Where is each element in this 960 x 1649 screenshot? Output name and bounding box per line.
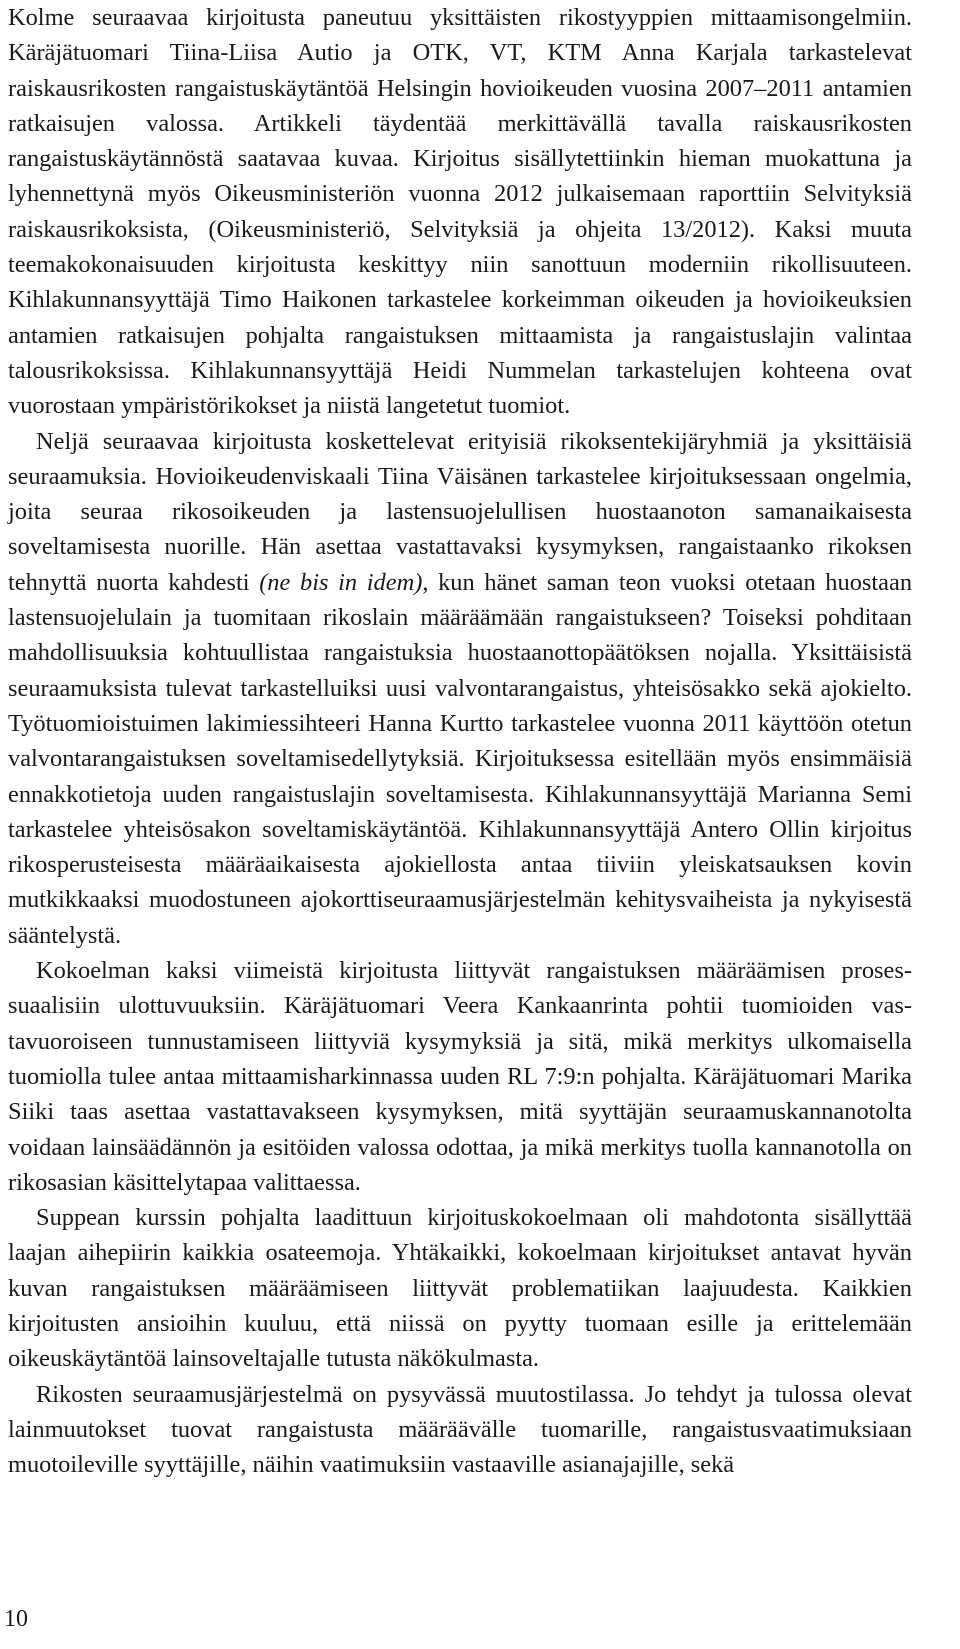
paragraph-3	[8, 953, 912, 1200]
paragraph-1-text: Kolme seuraavaa kirjoitusta paneutuu yksittäisten rikostyyppien mittaamisongelmiin. Käräjätuomari Tiina-Liisa Autio ja OTK, VT, KTM Anna Karjala tarkastelevat raiskausrikosten rangaistuskäytäntöä Helsingin hovioikeuden vuosina 2007–2011 antamien ratkaisujen valossa. Artikkeli täydentää merkittävällä tavalla raiskausrikosten rangaistuskäytännöstä saatavaa kuvaa. Kirjoitus sisällytettiinkin hieman muokattuna ja lyhennettynä myös Oikeusministeriön vuonna 2012 julkaisemaan raporttiin Selvityksiä raiskausrikoksista, (Oikeusministeriö, Selvityksiä ja ohjeita 13/2012). Kaksi muuta teemakokonaisuuden kirjoitusta keskittyy niin sanottuun moderniin rikollisuuteen. Kihlakunnansyyttäjä Timo Haikonen tarkastelee korkeimman oikeuden ja hovioikeuksien antamien ratkaisujen pohjalta rangaistuksen mittaamista ja rangaistuslajin valintaa talousrikoksissa. Kihlakunnansyyttäjä Heidi Nummelan tarkastelujen kohteena ovat vuorostaan ympäristörikokset ja niistä langetetut tuomiot.	[8, 4, 912, 420]
paragraph-5-text: Rikosten seuraamusjärjestelmä on pysyvässä muutostilassa. Jo tehdyt ja tulossa olevat lainmuutokset tuovat rangaistusta määräävälle tuomarille, rangaistusvaatimuksiaan muotoileville syyttäjille, näihin vaatimuksiin vastaaville asianajajille, sekä	[8, 1380, 912, 1479]
paragraph-4	[8, 1200, 912, 1376]
paragraph-1	[8, 0, 912, 424]
paragraph-2-text-a: Neljä seuraavaa kirjoitusta koskettelevat erityisiä rikoksentekijäryhmiä ja yksittäisiä seuraamuksia. Hovioikeudenviskaali Tiina Väisänen tarkastelee kirjoituksessaan ongelmia, joita seuraa rikosoikeuden ja lastensuojelullisen huostaanoton samanaikaisesta soveltamisesta nuorille. Hän asettaa vastattavaksi kysymyksen, rangaistaanko rikoksen tehnyttä nuorta kahdesti	[8, 427, 912, 596]
page-number: 10	[4, 1606, 28, 1632]
paragraph-2-latin-phrase: (ne bis in idem)	[259, 568, 423, 596]
paragraph-3-text: Kokoelman kaksi viimeistä kirjoitusta liittyvät rangaistuksen määräämisen prosessuaalisiin ulottuvuuksiin. Käräjätuomari Veera Kankaanrinta pohtii tuomioiden vastavuoroiseen tunnustamiseen liittyviä kysymyksiä ja sitä, mikä merkitys ulkomaisella tuomiolla tulee antaa mittaamisharkinnassa uuden RL 7:9:n pohjalta. Käräjätuomari Marika Siiki taas asettaa vastattavakseen kysymyksen, mitä syyttäjän seuraamuskannanotolta voidaan lainsäädännön ja esitöiden valossa odottaa, ja mikä merkitys tuolla kannanotolla on rikosasian käsittelytapaa valittaessa.	[8, 957, 912, 1196]
document-body	[8, 0, 912, 1482]
paragraph-5	[8, 1377, 912, 1483]
paragraph-4-text: Suppean kurssin pohjalta laadittuun kirjoituskokoelmaan oli mahdotonta sisällyttää laajan aihepiirin kaikkia osateemoja. Yhtäkaikki, kokoelmaan kirjoitukset antavat hyvän kuvan rangaistuksen määräämiseen liittyvät problematiikan laajuudesta. Kaikkien kirjoitusten ansioihin kuuluu, että niissä on pyytty tuomaan esille ja erittelemään oikeuskäytäntöä lainsoveltajalle tutusta näkökulmasta.	[8, 1204, 912, 1373]
paragraph-2-text-b: , kun hänet saman teon vuoksi otetaan huostaan lastensuojelulain ja tuomitaan rikoslain määräämään rangaistukseen? Toiseksi pohditaan mahdollisuuksia kohtuullistaa rangaistuksia huostaanottopäätöksen nojalla. Yksittäisistä seuraamuksista tulevat tarkastelluiksi uusi valvontarangaistus, yhteisösakko sekä ajokielto. Työtuomioistuimen lakimiessihteeri Hanna Kurtto tarkastelee vuonna 2011 käyttöön otetun valvontarangaistuksen soveltamisedellytyksiä. Kirjoituksessa esitellään myös ensimmäisiä ennakkotietoja uuden rangaistuslajin soveltamisesta. Kihlakunnansyyttäjä Marianna Semi tarkastelee yhteisösakon soveltamiskäytäntöä. Kihlakunnansyyttäjä Antero Ollin kirjoitus rikosperusteisesta määräaikaisesta ajokiellosta antaa tiiviin yleiskatsauksen kovin mutkikkaaksi muodostuneen ajokorttiseuraamusjärjestelmän kehitysvaiheista ja nykyisestä sääntelystä.	[8, 568, 913, 949]
paragraph-2	[8, 424, 912, 953]
